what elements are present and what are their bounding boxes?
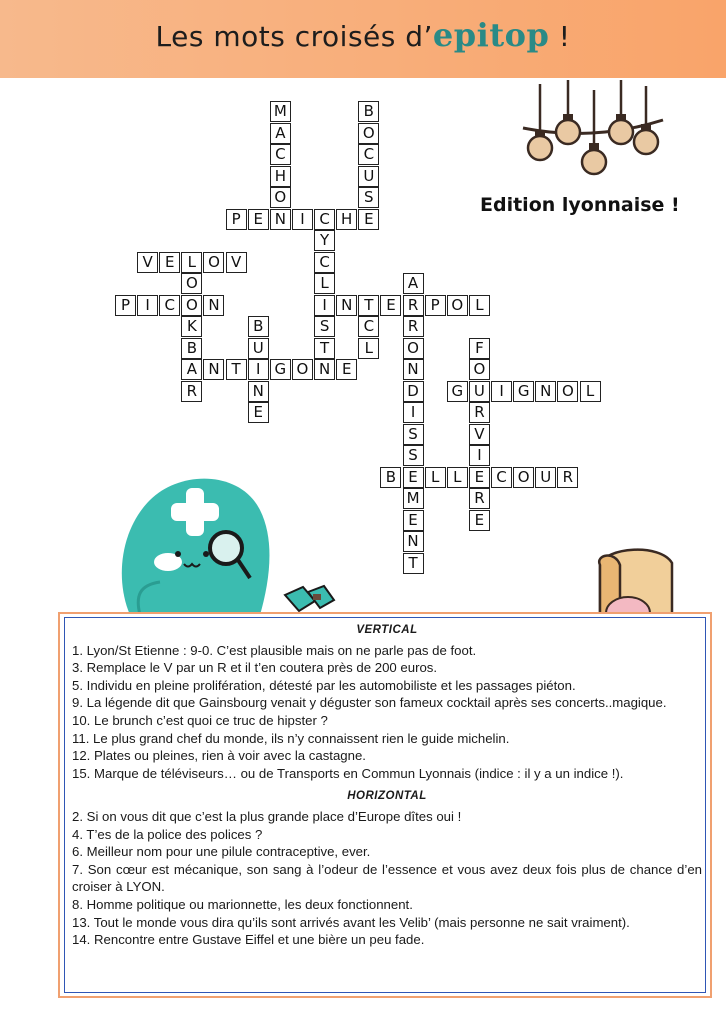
crossword-cell[interactable]: B [248,316,269,337]
crossword-cell[interactable]: E [469,510,490,531]
crossword-cell[interactable]: U [535,467,556,488]
crossword-cell[interactable]: C [314,252,335,273]
vertical-clue: 3. Remplace le V par un R et il t’en coutera près de 200 euros. [72,660,438,676]
crossword-cell[interactable]: U [358,166,379,187]
crossword-cell[interactable]: T [403,553,424,574]
crossword-cell[interactable]: B [358,101,379,122]
crossword-cell[interactable]: S [358,187,379,208]
crossword-cell[interactable]: N [203,359,224,380]
crossword-cell[interactable]: B [181,338,202,359]
crossword-cell[interactable]: M [270,101,291,122]
crossword-cell[interactable]: G [513,381,534,402]
mascot-illustration [110,470,360,615]
crossword-cell[interactable]: E [403,467,424,488]
crossword-cell[interactable]: O [292,359,313,380]
crossword-cell[interactable]: T [358,295,379,316]
crossword-cell[interactable]: C [159,295,180,316]
crossword-cell[interactable]: A [181,359,202,380]
brand-logo: epitop [432,16,550,54]
vertical-clue: 1. Lyon/St Etienne : 9-0. C’est plausible mais on ne parle pas de foot. [72,642,477,658]
crossword-cell[interactable]: O [181,295,202,316]
crossword-cell[interactable]: C [358,316,379,337]
crossword-cell[interactable]: L [447,467,468,488]
crossword-cell[interactable]: U [469,381,490,402]
crossword-cell[interactable]: O [203,252,224,273]
crossword-cell[interactable]: E [248,209,269,230]
crossword-cell[interactable]: N [270,209,291,230]
crossword-cell[interactable]: V [226,252,247,273]
clues-panel [72,620,702,949]
crossword-cell[interactable]: N [203,295,224,316]
crossword-cell[interactable]: L [314,273,335,294]
light-bulbs-icon [518,80,668,180]
vertical-clue: 12. Plates ou pleines, rien à voir avec la castagne. [72,748,366,764]
crossword-cell[interactable]: M [403,488,424,509]
crossword-cell[interactable]: C [314,209,335,230]
crossword-cell[interactable]: S [403,424,424,445]
crossword-cell[interactable]: A [403,273,424,294]
crossword-cell[interactable]: N [314,359,335,380]
page-title [0,16,726,54]
crossword-cell[interactable]: O [557,381,578,402]
crossword-cell[interactable]: D [403,381,424,402]
crossword-cell[interactable]: R [469,488,490,509]
crossword-cell[interactable]: P [425,295,446,316]
crossword-cell[interactable]: I [292,209,313,230]
crossword-cell[interactable]: L [425,467,446,488]
crossword-cell[interactable]: O [469,359,490,380]
crossword-cell[interactable]: N [535,381,556,402]
horizontal-clue: 2. Si on vous dit que c’est la plus grande place d’Europe dîtes oui ! [72,808,462,824]
crossword-cell[interactable]: I [137,295,158,316]
crossword-cell[interactable]: R [181,381,202,402]
vertical-clue: 9. La légende dit que Gainsbourg venait y déguster son fameux cocktail après ses concerts..magique. [72,695,667,711]
title-prefix: Les mots croisés d’ [155,20,433,53]
crossword-cell[interactable]: L [580,381,601,402]
crossword-cell[interactable]: O [358,123,379,144]
crossword-cell[interactable]: O [270,187,291,208]
crossword-cell[interactable]: I [491,381,512,402]
crossword-cell[interactable]: C [270,144,291,165]
crossword-cell[interactable]: N [336,295,357,316]
crossword-cell[interactable]: S [314,316,335,337]
crossword-cell[interactable]: O [181,273,202,294]
crossword-cell[interactable]: C [491,467,512,488]
horizontal-clue: 13. Tout le monde vous dira qu’ils sont arrivés avant les Velib’ (mais personne ne sait vraiment). [72,914,630,930]
crossword-cell[interactable]: I [248,359,269,380]
crossword-cell[interactable]: R [469,402,490,423]
crossword-cell[interactable]: T [226,359,247,380]
crossword-cell[interactable]: L [469,295,490,316]
horizontal-clue: 7. Son cœur est mécanique, son sang à l’odeur de l’essence et vous avez deux fois plus de chance d’en croiser à LYON. [72,861,702,895]
crossword-cell[interactable]: B [380,467,401,488]
vertical-clue: 10. Le brunch c’est quoi ce truc de hipster ? [72,712,328,728]
crossword-cell[interactable]: N [403,531,424,552]
crossword-cell[interactable]: A [270,123,291,144]
crossword-cell[interactable]: G [447,381,468,402]
horizontal-clue: 8. Homme politique ou marionnette, les deux fonctionnent. [72,896,413,912]
crossword-cell[interactable]: E [336,359,357,380]
edition-label: Edition lyonnaise ! [480,194,680,216]
crossword-cell[interactable]: R [557,467,578,488]
crossword-cell[interactable]: K [181,316,202,337]
crossword-cell[interactable]: V [469,424,490,445]
crossword-cell[interactable]: O [403,338,424,359]
crossword-cell[interactable]: I [314,295,335,316]
crossword-cell[interactable]: F [469,338,490,359]
horizontal-clue: 14. Rencontre entre Gustave Eiffel et une bière un peu fade. [72,932,425,948]
horizontal-heading: HORIZONTAL [347,790,427,803]
crossword-cell[interactable]: N [248,381,269,402]
vertical-clue: 15. Marque de téléviseurs… ou de Transports en Commun Lyonnais (indice : il y a un indice !). [72,765,624,781]
title-suffix: ! [549,20,571,53]
crossword-cell[interactable]: E [358,209,379,230]
horizontal-clue: 4. T’es de la police des polices ? [72,826,263,842]
crossword-cell[interactable]: E [403,510,424,531]
crossword-cell[interactable]: H [336,209,357,230]
crossword-cell[interactable]: P [115,295,136,316]
crossword-cell[interactable]: I [403,402,424,423]
crossword-cell[interactable]: Y [314,230,335,251]
crossword-cell[interactable]: L [181,252,202,273]
crossword-cell[interactable]: O [447,295,468,316]
crossword-cell[interactable]: L [358,338,379,359]
crossword-cell[interactable]: T [314,338,335,359]
crossword-cell[interactable]: R [403,316,424,337]
crossword-cell[interactable]: E [159,252,180,273]
crossword-cell[interactable]: E [469,467,490,488]
vertical-heading: VERTICAL [356,624,418,636]
vertical-clue: 11. Le plus grand chef du monde, ils n’y connaissent rien le guide michelin. [72,730,510,746]
crossword-cell[interactable]: S [403,445,424,466]
crossword-cell[interactable]: E [248,402,269,423]
crossword-cell[interactable]: G [270,359,291,380]
crossword-cell[interactable]: I [469,445,490,466]
vertical-clue: 5. Individu en pleine prolifération, détesté par les automobiliste et les passages piéton. [72,677,576,693]
crossword-cell[interactable]: C [358,144,379,165]
crossword-cell[interactable]: P [226,209,247,230]
crossword-cell[interactable]: U [248,338,269,359]
crossword-cell[interactable]: E [380,295,401,316]
crossword-cell[interactable]: H [270,166,291,187]
crossword-cell[interactable]: O [513,467,534,488]
crossword-cell[interactable]: R [403,295,424,316]
horizontal-clue: 6. Meilleur nom pour une pilule contraceptive, ever. [72,844,371,860]
crossword-cell[interactable]: N [403,359,424,380]
crossword-cell[interactable]: V [137,252,158,273]
